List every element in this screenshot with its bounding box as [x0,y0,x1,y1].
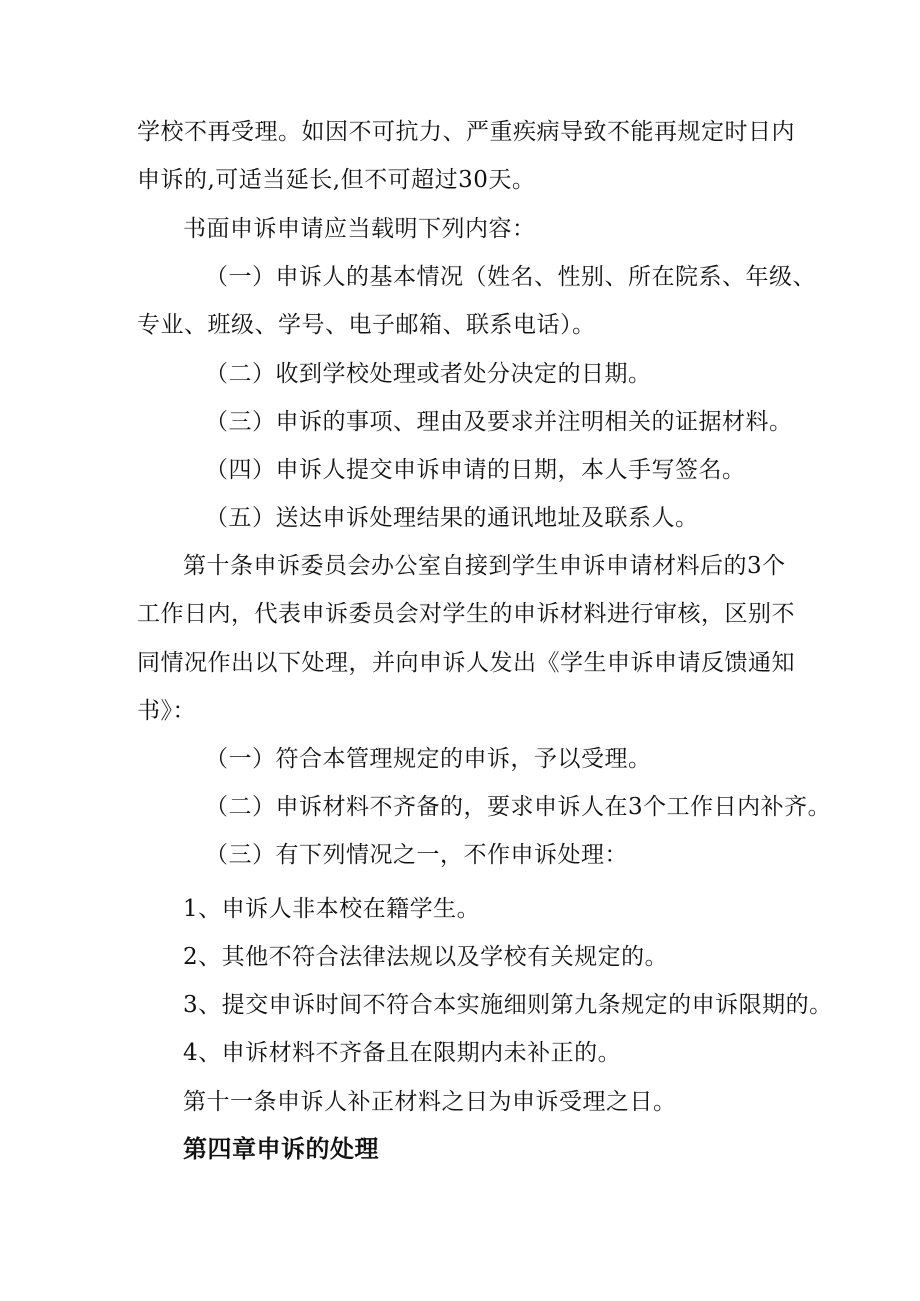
paragraph-line: 申诉的,可适当延长,但不可超过30天。 [137,167,536,193]
article-line: 第十一条申诉人补正材料之日为申诉受理之日。 [183,1089,677,1115]
list-item-line: （三）申诉的事项、理由及要求并注明相关的证据材料。 [205,409,793,435]
paragraph-line: 书》： [137,698,196,724]
paragraph-line: 工作日内，代表申诉委员会对学生的申诉材料进行审核，区别不 [137,601,795,627]
numbered-item-line: 4、申诉材料不齐备且在限期内未补正的。 [183,1040,622,1066]
list-item-line: 专业、班级、学号、电子邮箱、联系电话）。 [137,312,596,338]
paragraph-line: 学校不再受理。如因不可抗力、严重疾病导致不能再规定时日内 [137,119,795,145]
list-item-line: （一）申诉人的基本情况（姓名、性别、所在院系、年级、 [205,264,816,290]
list-item-line: （四）申诉人提交申诉申请的日期，本人手写签名。 [205,457,746,483]
article-line: 第十条申诉委员会办公室自接到学生申诉申请材料后的3个 [183,553,786,579]
list-item-line: （一）符合本管理规定的申诉，予以受理。 [205,746,652,772]
list-item-line: （五）送达申诉处理结果的通讯地址及联系人。 [205,505,699,531]
numbered-item-line: 1、申诉人非本校在籍学生。 [183,896,481,922]
numbered-item-line: 3、提交申诉时间不符合本实施细则第九条规定的申诉限期的。 [183,992,833,1018]
list-item-line: （三）有下列情况之一，不作申诉处理： [205,842,628,868]
list-item-line: （二）申诉材料不齐备的，要求申诉人在3个工作日内补齐。 [205,794,832,820]
chapter-heading: 第四章申诉的处理 [183,1135,379,1163]
list-item-line: （二）收到学校处理或者处分决定的日期。 [205,361,652,387]
paragraph-line: 书面申诉申请应当载明下列内容： [183,216,536,242]
numbered-item-line: 2、其他不符合法律法规以及学校有关规定的。 [183,944,669,970]
paragraph-line: 同情况作出以下处理，并向申诉人发出《学生申诉申请反馈通知 [137,650,795,676]
